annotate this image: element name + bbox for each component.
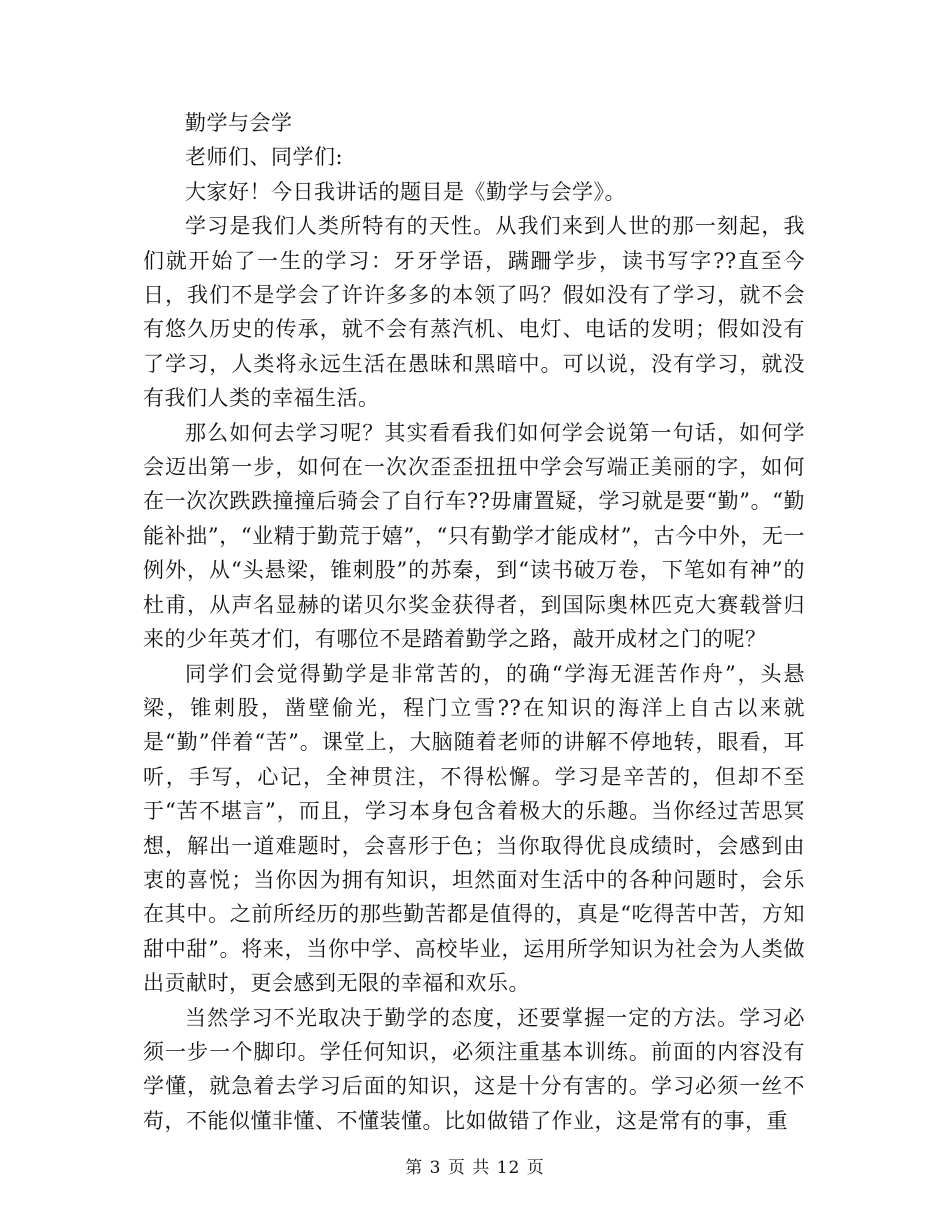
document-body xyxy=(143,106,805,1138)
paragraph-method: 当然学习不光取决于勤学的态度，还要掌握一定的方法。学习必须一步一个脚印。学任何知识，必须注重基本训练。前面的内容没有学懂，就急着去学习后面的知识，这是十分有害的。学习必须一丝不苟，不能似懂非懂、不懂装懂。比如做错了作业，这是常有的事，重 xyxy=(143,1005,805,1133)
paragraph-greeting: 大家好！今日我讲话的题目是《勤学与会学》。 xyxy=(185,179,626,204)
salutation: 老师们、同学们: xyxy=(185,145,344,170)
paragraph-hard-work: 同学们会觉得勤学是非常苦的，的确“学海无涯苦作舟”，头悬梁，锥刺股，凿壁偷光，程门立雪??在知识的海洋上自古以来就是“勤”伴着“苦”。课堂上，大脑随着老师的讲解不停地转，眼看，耳听，手写，心记，全神贯注，不得松懈。学习是辛苦的，但却不至于“苦不堪言”，而且，学习本身包含着极大的乐趣。当你经过苦思冥想，解出一道难题时，会喜形于色；当你取得优良成绩时，会感到由衷的喜悦；当你因为拥有知识，坦然面对生活中的各种问题时，会乐在其中。之前所经历的那些勤苦都是值得的，真是“吃得苦中苦，方知甜中甜”。将来，当你中学、高校毕业，运用所学知识为社会为人类做出贡献时，更会感到无限的幸福和欢乐。 xyxy=(143,661,805,996)
document-title: 勤学与会学 xyxy=(185,111,293,135)
page-number-footer: 第 3 页 共 12 页 xyxy=(405,1158,545,1178)
paragraph-how-to-learn: 那么如何去学习呢？其实看看我们如何学会说第一句话，如何学会迈出第一步，如何在一次次歪歪扭扭中学会写端正美丽的字，如何在一次次跌跌撞撞后骑会了自行车??毋庸置疑，学习就是要“勤”。“勤能补拙”，“业精于勤荒于嬉”，“只有勤学才能成材”，古今中外，无一例外，从“头悬梁，锥刺股”的苏秦，到“读书破万卷，下笔如有神”的杜甫，从声名显赫的诺贝尔奖金获得者，到国际奥林匹克大赛载誉归来的少年英才们，有哪位不是踏着勤学之路，敲开成材之门的呢？ xyxy=(143,420,805,652)
paragraph-learning-nature: 学习是我们人类所特有的天性。从我们来到人世的那一刻起，我们就开始了一生的学习：牙牙学语，蹒跚学步，读书写字??直至今日，我们不是学会了许许多多的本领了吗？假如没有了学习，就不会有悠久历史的传承，就不会有蒸汽机、电灯、电话的发明；假如没有了学习，人类将永远生活在愚昧和黑暗中。可以说，没有学习，就没有我们人类的幸福生活。 xyxy=(143,214,805,411)
